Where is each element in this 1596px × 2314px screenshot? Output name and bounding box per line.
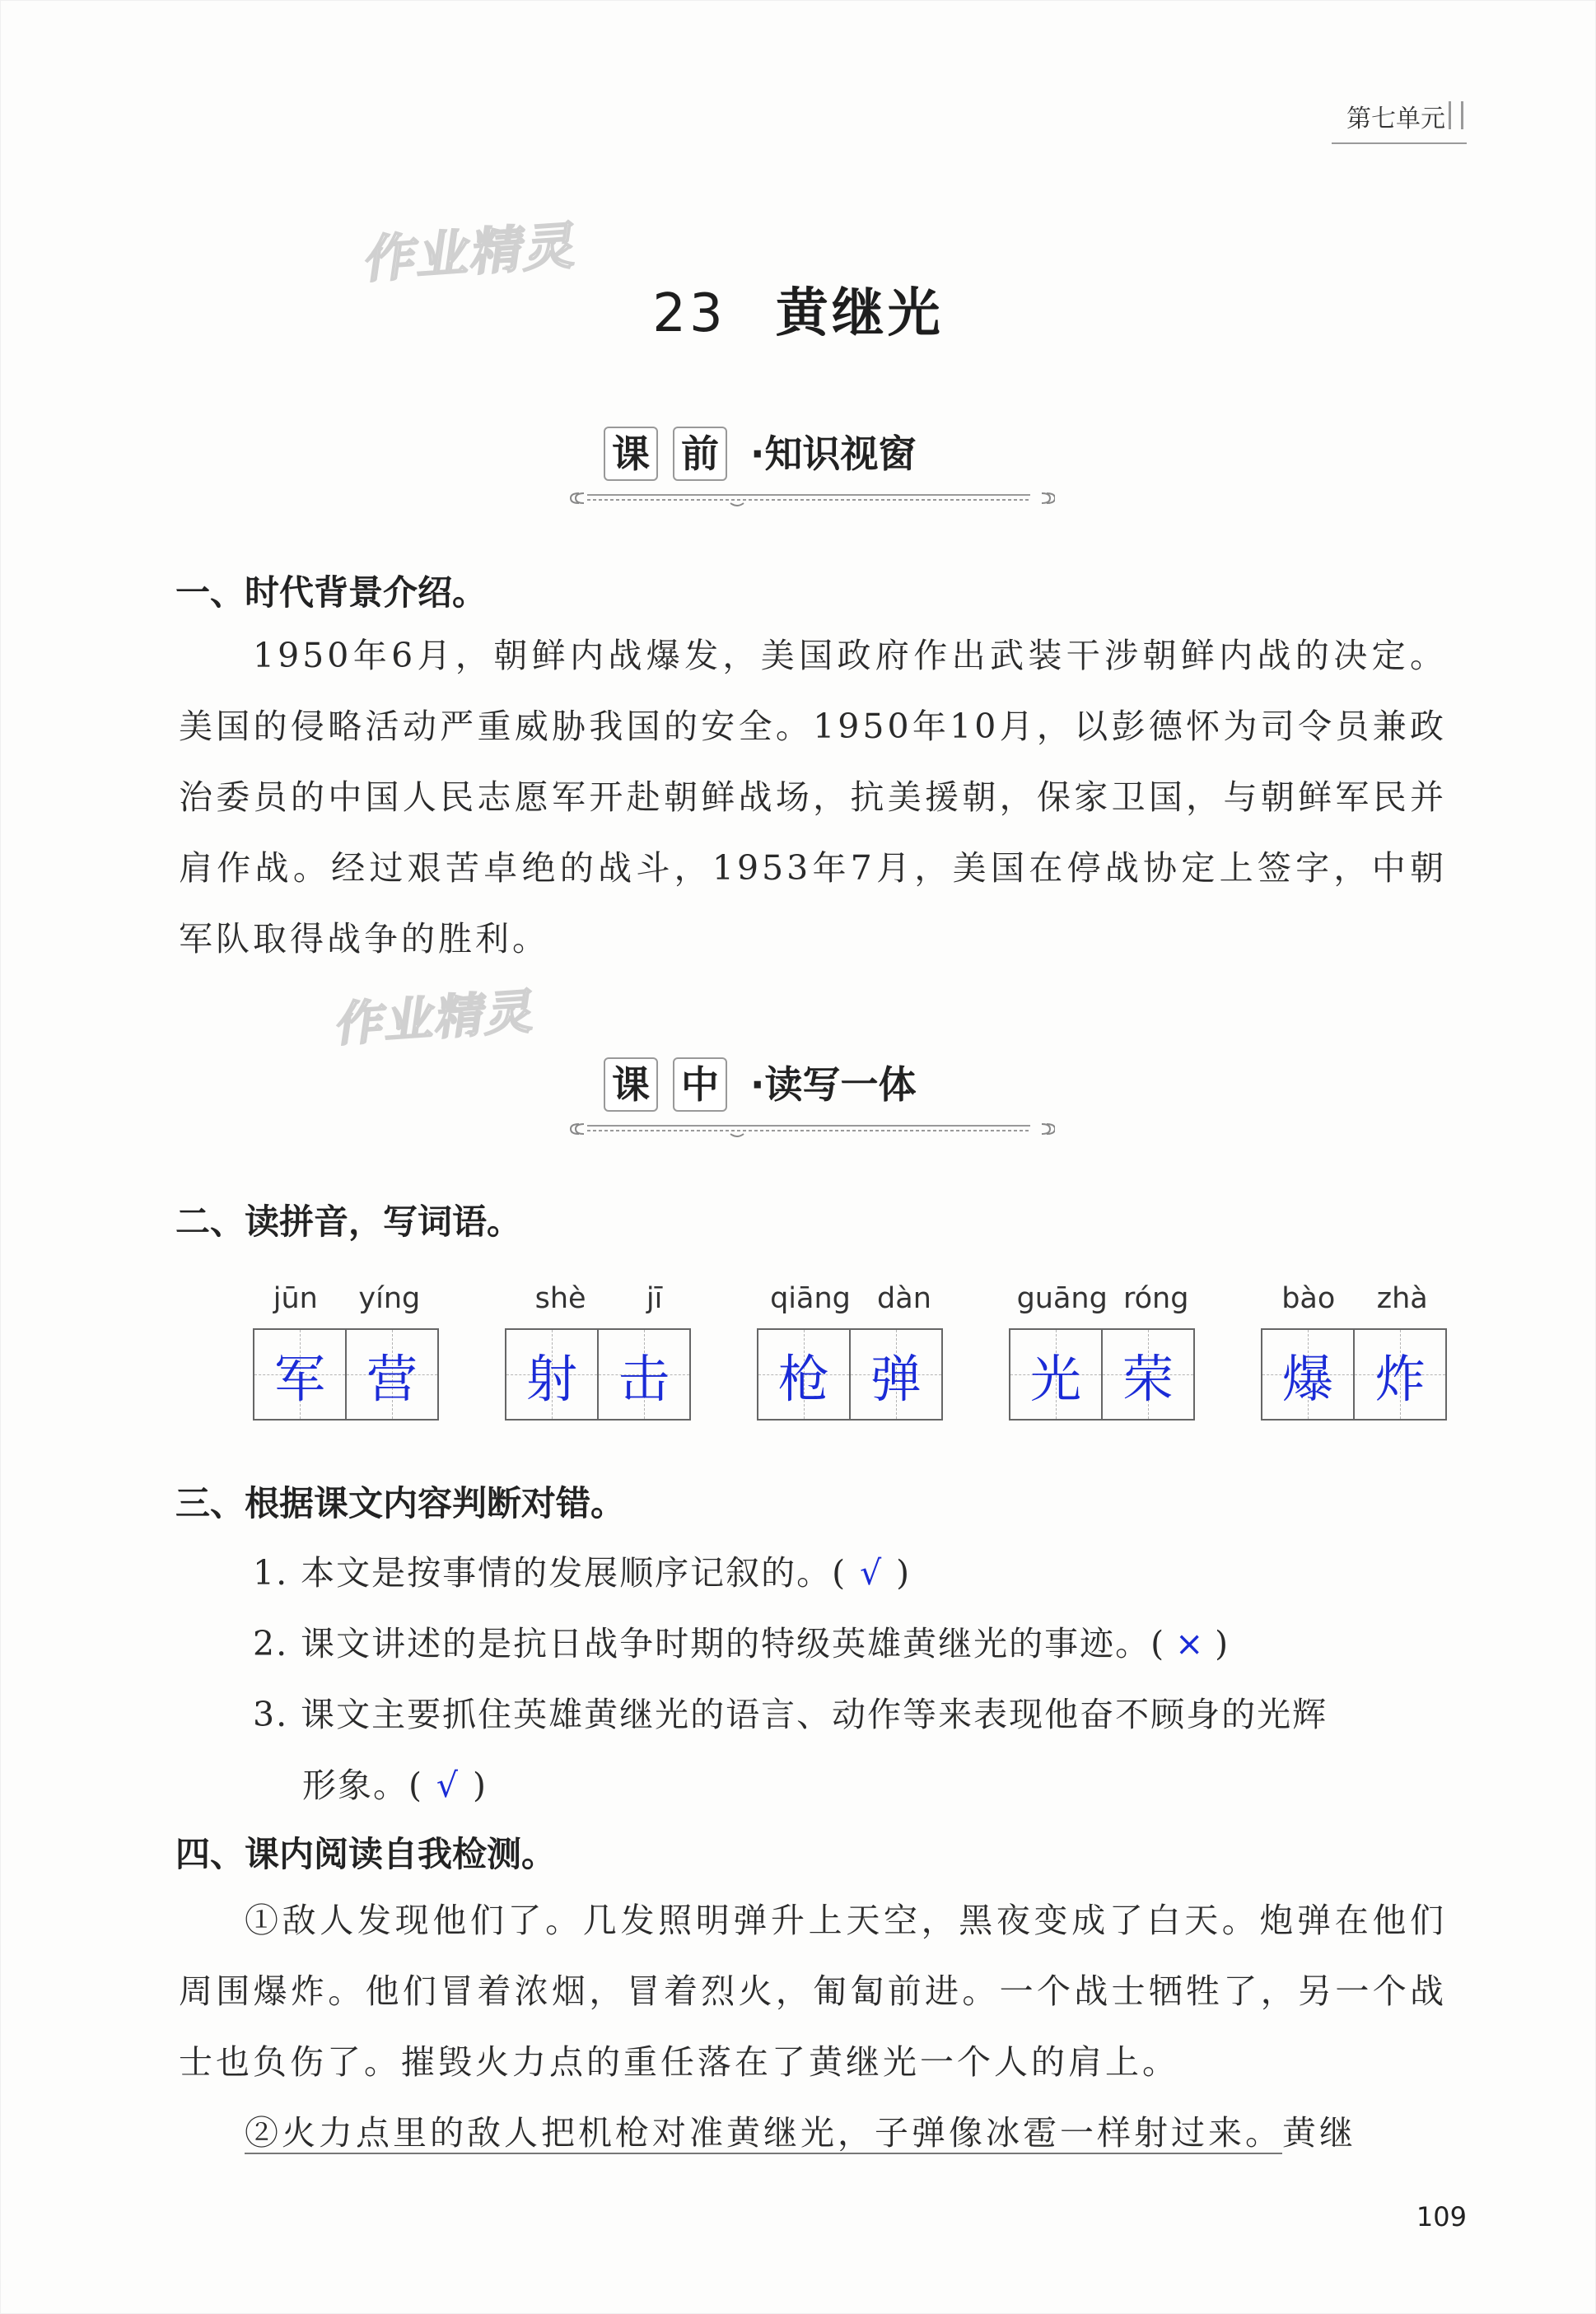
word-box [1261, 1282, 1449, 1409]
paragraph-text: 黄继 [1282, 2113, 1356, 2153]
answer-char: 光 [1029, 1348, 1081, 1409]
reading-paragraph-2 [179, 2097, 1447, 2168]
answer-char: 击 [618, 1348, 670, 1409]
banner-char: 课 [604, 427, 658, 481]
answer-mark: √ [860, 1553, 884, 1593]
tian-grid [757, 1328, 943, 1421]
watermark-logo: 作业精灵 [332, 982, 541, 1053]
answer-char: 营 [366, 1348, 418, 1409]
answer-char: 射 [525, 1348, 577, 1409]
pinyin: dàn [877, 1282, 931, 1315]
q4-heading: 四、课内阅读自我检测。 [175, 1834, 557, 1874]
banner-scroll-icon [569, 1116, 1055, 1141]
page-number: 109 [1416, 2201, 1467, 2232]
item-close: ) [473, 1766, 488, 1805]
answer-mark: √ [436, 1766, 460, 1805]
pinyin-word-row [253, 1282, 1447, 1430]
section-banner-pre [569, 418, 1063, 508]
unit-bars-icon [1449, 101, 1463, 129]
item-text: 1. 本文是按事情的发展顺序记叙的。( [253, 1553, 847, 1593]
reading-paragraph-1: ①敌人发现他们了。几发照明弹升上天空，黑夜变成了白天。炮弹在他们周围爆炸。他们冒着浓烟，冒着烈火，匍匐前进。一个战士牺牲了，另一个战士也负伤了。摧毁火力点的重任落在了黄继光一个人的肩上。 [179, 1901, 1447, 2082]
item-text: 形象。( [302, 1766, 423, 1805]
tian-grid [253, 1328, 439, 1421]
pinyin: jūn [273, 1282, 318, 1315]
tian-grid [505, 1328, 691, 1421]
pinyin: guāng [1016, 1282, 1108, 1315]
item-close: ) [896, 1553, 912, 1593]
q1-heading: 一、时代背景介绍。 [175, 572, 488, 613]
banner-title: ·读写一体 [750, 1062, 917, 1107]
unit-label: 第七单元 [1346, 105, 1445, 133]
word-box [253, 1282, 441, 1409]
word-box [757, 1282, 945, 1409]
pinyin: róng [1122, 1282, 1189, 1315]
watermark-logo: 作业精灵 [361, 215, 584, 290]
answer-char: 枪 [777, 1348, 829, 1409]
answer-char: 弹 [870, 1348, 922, 1409]
item-text: 2. 课文讲述的是抗日战争时期的特级英雄黄继光的事迹。( [253, 1624, 1166, 1663]
tian-grid [1261, 1328, 1447, 1421]
judgement-item [253, 1617, 1230, 1665]
judgement-item [253, 1687, 1328, 1736]
section-banner-mid [569, 1048, 1063, 1139]
pinyin: qiāng [770, 1282, 851, 1315]
underlined-sentence: ②火力点里的敌人把机枪对准黄继光，子弹像冰雹一样射过来。 [245, 2113, 1282, 2153]
judgement-item [253, 1546, 911, 1594]
q3-heading: 三、根据课文内容判断对错。 [175, 1483, 626, 1523]
lesson-title [1, 271, 1595, 347]
answer-char: 军 [273, 1348, 325, 1409]
banner-title: ·知识视窗 [750, 432, 917, 476]
word-box [505, 1282, 693, 1409]
word-box [1009, 1282, 1197, 1409]
lesson-name: 黄继光 [775, 283, 944, 344]
item-close: ) [1215, 1624, 1230, 1663]
unit-tag [1332, 98, 1467, 144]
banner-char: 课 [604, 1057, 658, 1112]
answer-mark: × [1174, 1624, 1206, 1663]
item-text: 3. 课文主要抓住英雄黄继光的语言、动作等来表现他奋不顾身的光辉 [253, 1695, 1328, 1734]
pinyin: yíng [358, 1282, 421, 1315]
tian-grid [1009, 1328, 1195, 1421]
pinyin: bào [1281, 1282, 1336, 1315]
pinyin: shè [534, 1282, 586, 1315]
answer-char: 炸 [1374, 1348, 1426, 1409]
answer-char: 爆 [1281, 1348, 1333, 1409]
q1-paragraph: 1950年6月，朝鲜内战爆发，美国政府作出武装干涉朝鲜内战的决定。美国的侵略活动严重威胁我国的安全。1950年10月，以彭德怀为司令员兼政治委员的中国人民志愿军开赴朝鲜战场，抗美援朝，保家卫国，与朝鲜军民并肩作战。经过艰苦卓绝的战斗，1953年7月，美国在停战协定上签字，中朝军队取得战争的胜利。 [179, 636, 1447, 959]
banner-label [604, 1055, 916, 1112]
lesson-number: 23 [652, 283, 726, 344]
banner-char: 前 [673, 427, 727, 481]
answer-char: 荣 [1122, 1348, 1174, 1409]
judgement-item-cont [302, 1758, 488, 1807]
pinyin: zhà [1376, 1282, 1428, 1315]
banner-scroll-icon [569, 485, 1055, 510]
pinyin: jī [646, 1282, 663, 1315]
banner-label [604, 424, 916, 481]
banner-char: 中 [673, 1057, 727, 1112]
q2-heading: 二、读拼音，写词语。 [175, 1201, 522, 1242]
